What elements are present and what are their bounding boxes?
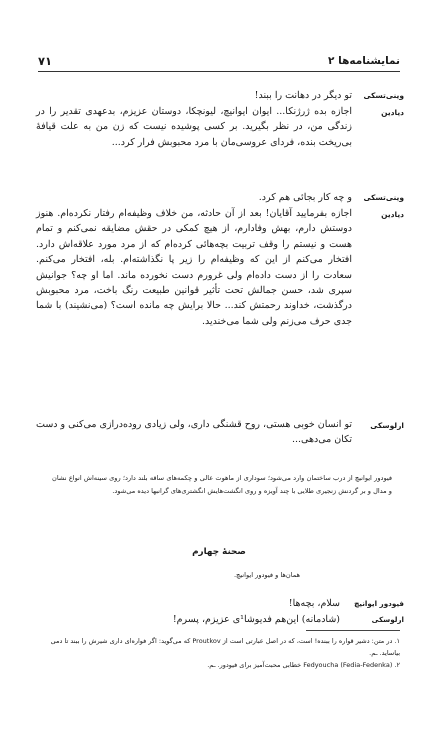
- scene-characters: همان‌ها و فیودور ایوانیچ.: [233, 571, 300, 579]
- dialogue-line: [36, 596, 404, 611]
- speaker-name: وینی‌تسکی: [363, 91, 404, 100]
- speaker-name: دیادین: [381, 210, 404, 219]
- footnote: ۲. Fedyoucha (Fedia-Fedenka) خطابی محبت‌آمیز برای فیودور. ـم.: [207, 660, 400, 669]
- header-rule: [38, 71, 400, 72]
- dialogue-line: [36, 104, 404, 184]
- speaker-name: دیادین: [381, 108, 404, 117]
- speaker-name: ارلوسکی: [370, 421, 404, 430]
- dialogue-line: [36, 206, 404, 416]
- speech-text: اجازه بده ژرژنکا... ایوان ایوانیچ، لیونچکا، دوستان عزیزم، بدعهدی تقدیر را در زندگی من، در نظر بگیرید. بر کسی پوشیده نیست که زن من به علت قیافهٔ بی‌ریخت بنده، فردای عروسی‌مان با مرد محبوبش فرار کرد...: [36, 106, 352, 148]
- dialogue-line: [36, 190, 404, 206]
- speech-text: اجازه بفرمایید آقایان! بعد از آن حادثه، من خلاف وظیفه‌ام رفتار نکرده‌ام. هنوز دوستش دارم، بهش وفادارم، از هیچ کمکی در حقش مضایقه نمی‌کنم و تمام هست و نیستم را وقف تربیت بچه‌هائی کرده‌ام که از مرد مورد علاقه‌اش دارد. افتخار می‌کنم از این که وظیفه‌ام را زیر پا نگذاشته‌ام. بله، افتخار می‌کنم. سعادت را از دست داده‌ام ولی غرورم دست نخورده ماند. اما او چه؟ جوانیش سپری شد، حسن جمالش تحت تأثیر قوانین طبیعت رنگ باخت، مرد محبوبش درگذشت، خداوند رحمتش کند... حالا برایش چه مانده است؟ (می‌نشیند) با شما جدی حرف می‌زنم ولی شما می‌خندید.: [36, 208, 352, 327]
- stage-direction: فیودور ایوانیچ از درب ساختمان وارد می‌شود؛ سوداری از ماهوت عالی و چکمه‌های ساقه بلند دارد؛ روی سینه‌اش انواع نشان و مدال و بر گردنش زنجیری طلایی با چند آویزه و روی انگشت‌هایش انگشتری‌های گرانبها دیده می‌شود.: [52, 474, 392, 496]
- speech-text: تو انسان خوبی هستی، روح قشنگی داری، ولی زیادی روده‌درازی می‌کنی و دست تکان می‌دهی...: [36, 419, 352, 446]
- speech-text: سلام، بچه‌ها!: [288, 598, 340, 609]
- speech-text: تو دیگر در دهانت را ببند!: [254, 90, 352, 101]
- scene-title: صحنهٔ چهارم: [192, 547, 246, 557]
- footnote-rule: [306, 630, 400, 631]
- speaker-name: فیودور ایوانیچ: [354, 599, 404, 608]
- running-header: [38, 54, 400, 70]
- running-title: نمایشنامه‌ها ۲: [328, 55, 400, 67]
- speech-text: و چه کار بجائی هم کرد.: [258, 192, 352, 203]
- footnotes: [38, 636, 400, 671]
- speaker-name: وینی‌تسکی: [363, 193, 404, 202]
- dialogue-line: [36, 88, 404, 104]
- footnote: ۱. در متن: دشیر قواره را ببنده! است، که در اصل عبارتی است از Proutkov که می‌گوید: اگر فواره‌ای داری شیرش را ببند تا دمی بیاساید. ـم.: [50, 637, 400, 657]
- page-number: ۷۱: [38, 54, 53, 68]
- speech-text: (شادمانه) این‌هم فدیوشا¹ی عزیزم، پسرم!: [172, 614, 340, 625]
- dialogue-line: [36, 417, 404, 465]
- speaker-name: ارلوسکی: [371, 615, 404, 624]
- dialogue-line: [36, 612, 404, 627]
